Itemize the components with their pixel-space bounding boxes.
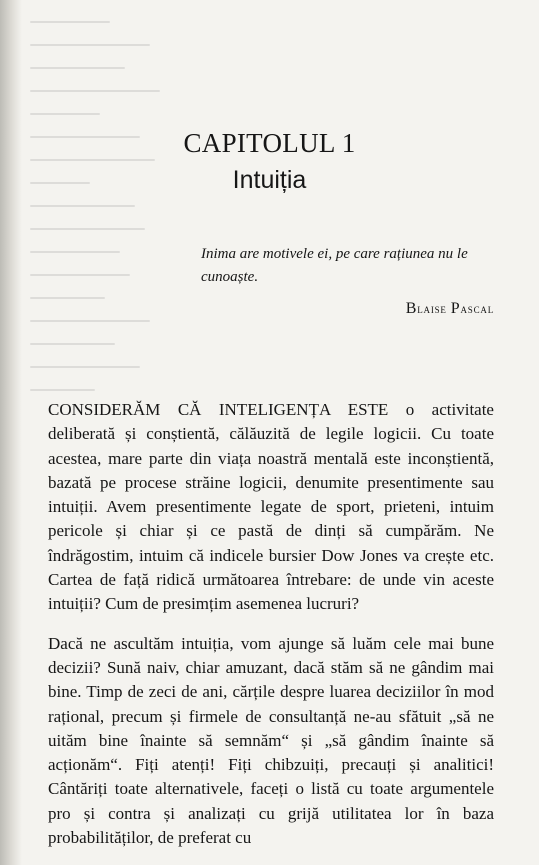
author-first-name-rest: laise <box>417 301 447 316</box>
epigraph-author <box>406 300 494 318</box>
author-initial-last: P <box>450 300 461 317</box>
bleed-through-text <box>30 0 180 400</box>
paragraph-2: Dacă ne ascultăm intuiția, vom ajunge să luăm cele mai bune decizii? Sună naiv, chiar amuzant, dacă stăm să ne gândim mai bine. Timp de zeci de ani, cărțile despre luarea deciziilor în mod rațional, precum și firmele de consultanță ne-au sfătuit „să ne uităm bine înainte să semnăm“ și „să gândim înainte să acționăm“. Fiți atenți! Fiți chibzuiți, precauți și analitici! Cântăriți toate alternativele, faceți o listă cu toate argumentele pro și contra și analizați cu grijă utilitatea lor în baza probabilităților, de preferat cu <box>48 633 494 848</box>
chapter-heading: CAPITOLUL 1 <box>183 128 356 158</box>
chapter-title: Intuiția <box>232 166 307 194</box>
epigraph-quote: Inima are motivele ei, pe care rațiunea nu le cunoaște. <box>201 246 468 285</box>
paragraph-1 <box>48 398 494 617</box>
author-last-name-rest: ascal <box>460 301 494 316</box>
paragraph-1-lead: CONSIDERĂM CĂ INTELIGENȚA ESTE <box>48 400 389 419</box>
author-initial-first: B <box>405 300 418 317</box>
body-text <box>48 398 494 850</box>
paragraph-1-text: o activitate deliberată și conștientă, călăuzită de legile logicii. Cu toate acestea, mare parte din viața noastră mentală este inconștientă, bazată pe procese străine logicii, denumite presentimente sau intuiții. Avem presentimente legate de sport, prieteni, intuim pericole și chiar și ce pastă de dinți să cumpărăm. Ne îndrăgostim, intuim că indicele bursier Dow Jones va crește etc. Cartea de față ridică următoarea întrebare: de unde vin aceste intuiții? Cum de presimțim asemenea lucruri? <box>48 400 494 614</box>
